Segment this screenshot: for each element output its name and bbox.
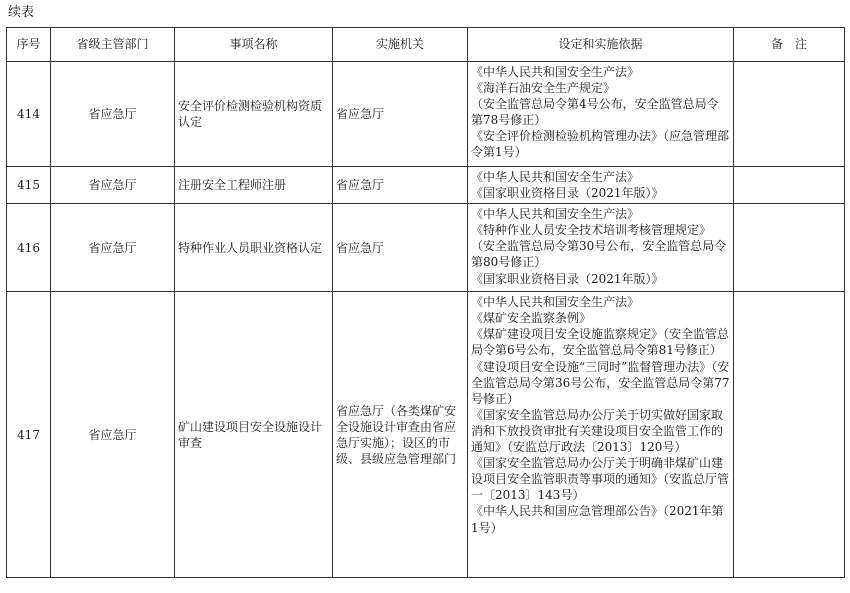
row-agency: 省应急厅 bbox=[333, 62, 468, 167]
header-name: 事项名称 bbox=[175, 28, 333, 62]
header-basis: 设定和实施依据 bbox=[468, 28, 734, 62]
header-remark: 备 注 bbox=[734, 28, 845, 62]
basis-line: 《国家职业资格目录（2021年版）》 bbox=[471, 186, 664, 201]
row-remark bbox=[734, 204, 845, 292]
row-item-name: 矿山建设项目安全设施设计审查 bbox=[175, 292, 333, 578]
basis-line: （安全监管总局令第4号公布，安全监管总局令第78号修正） bbox=[471, 97, 719, 128]
row-remark bbox=[734, 62, 845, 167]
header-seq: 序号 bbox=[7, 28, 51, 62]
basis-line: 《建设项目安全设施“三同时”监督管理办法》（安全监管总局令第36号公布，安全监管总局令第77号修正） bbox=[471, 359, 730, 406]
row-basis bbox=[468, 167, 734, 204]
row-item-name: 注册安全工程师注册 bbox=[175, 167, 333, 204]
row-agency: 省应急厅 bbox=[333, 204, 468, 292]
administrative-items-table bbox=[6, 27, 845, 578]
header-agency: 实施机关 bbox=[333, 28, 468, 62]
row-basis bbox=[468, 204, 734, 292]
table-row bbox=[7, 62, 845, 167]
basis-line: 《煤矿安全监察条例》 bbox=[471, 311, 592, 326]
basis-line: 《国家职业资格目录（2021年版）》 bbox=[471, 271, 664, 286]
row-agency: 省应急厅 bbox=[333, 167, 468, 204]
basis-line: 《中华人民共和国安全生产法》 bbox=[471, 207, 640, 222]
row-remark bbox=[734, 292, 845, 578]
table-header-row bbox=[7, 28, 845, 62]
row-seq: 416 bbox=[7, 204, 51, 292]
basis-line: 《中华人民共和国安全生产法》 bbox=[471, 65, 640, 79]
basis-line: 《国家安全监管总局办公厅关于明确非煤矿山建设项目安全监管职责等事项的通知》（安监总厅管一〔2013〕143号） bbox=[471, 456, 730, 503]
row-dept: 省应急厅 bbox=[51, 204, 175, 292]
header-dept: 省级主管部门 bbox=[51, 28, 175, 62]
row-dept: 省应急厅 bbox=[51, 62, 175, 167]
row-remark bbox=[734, 167, 845, 204]
basis-line: 《海洋石油安全生产规定》 bbox=[471, 81, 616, 96]
row-item-name: 特种作业人员职业资格认定 bbox=[175, 204, 333, 292]
row-seq: 414 bbox=[7, 62, 51, 167]
table-row bbox=[7, 167, 845, 204]
basis-line: 《中华人民共和国应急管理部公告》（2021年第1号） bbox=[471, 504, 724, 535]
row-item-name: 安全评价检测检验机构资质认定 bbox=[175, 62, 333, 167]
row-seq: 417 bbox=[7, 292, 51, 578]
basis-line: （安全监管总局令第30号公布，安全监管总局令第80号修正） bbox=[471, 239, 727, 270]
table-caption: 续表 bbox=[8, 5, 35, 20]
basis-line: 《特种作业人员安全技术培训考核管理规定》 bbox=[471, 223, 712, 238]
basis-line: 《安全评价检测检验机构管理办法》（应急管理部令第1号） bbox=[471, 129, 730, 160]
table-row bbox=[7, 204, 845, 292]
basis-line: 《煤矿建设项目安全设施监察规定》（安全监管总局令第6号公布，安全监管总局令第81号修正） bbox=[471, 327, 730, 358]
row-dept: 省应急厅 bbox=[51, 167, 175, 204]
basis-line: 《中华人民共和国安全生产法》 bbox=[471, 295, 640, 310]
table-row bbox=[7, 292, 845, 578]
row-dept: 省应急厅 bbox=[51, 292, 175, 578]
basis-line: 《国家安全监管总局办公厅关于切实做好国家取消和下放投资审批有关建设项目安全监管工作的通知》（安监总厅政法〔2013〕120号） bbox=[471, 407, 724, 455]
row-basis bbox=[468, 62, 734, 167]
row-agency: 省应急厅（各类煤矿安全设施设计审查由省应急厅实施）；设区的市级、县级应急管理部门 bbox=[333, 292, 468, 578]
basis-line: 《中华人民共和国安全生产法》 bbox=[471, 170, 640, 184]
row-basis bbox=[468, 292, 734, 578]
row-seq: 415 bbox=[7, 167, 51, 204]
